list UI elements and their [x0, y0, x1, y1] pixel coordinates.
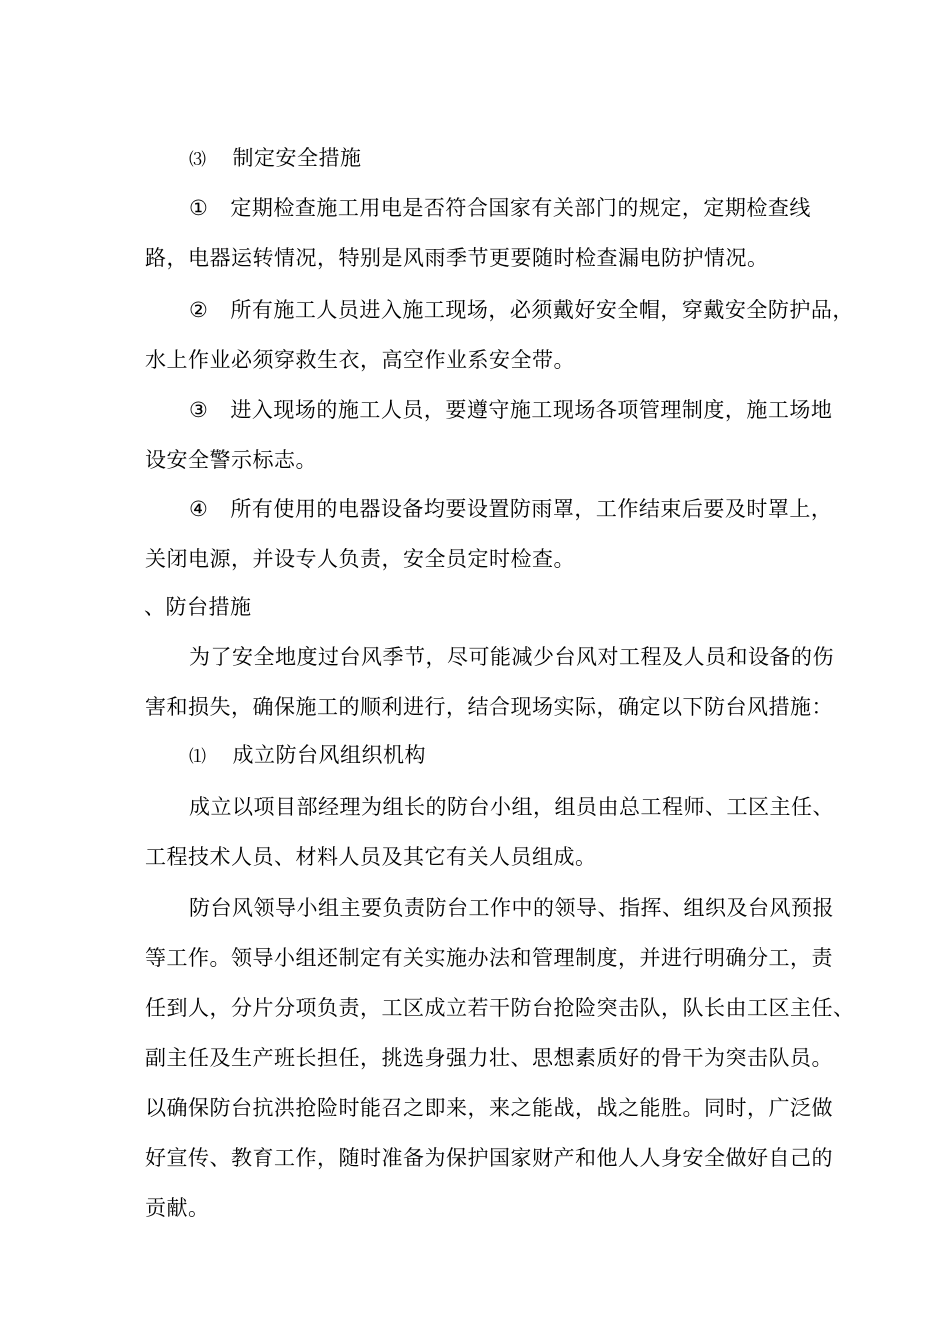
paragraph-line: [145, 1093, 833, 1123]
paragraph-line: [145, 842, 597, 872]
heading-typhoon-organization: [189, 740, 426, 772]
paragraph-line: [189, 193, 811, 223]
item-number: ①: [189, 196, 209, 220]
line-text: 进入现场的施工人员，要遵守施工现场各项管理制度，施工场地: [230, 398, 833, 422]
heading-text: 制定安全措施: [232, 146, 362, 170]
line-text: 关闭电源，并设专人负责，安全员定时检查。: [145, 547, 575, 571]
paragraph-line: [145, 345, 575, 375]
item-number: ⑶: [189, 150, 207, 170]
line-text: 所有施工人员进入施工现场，必须戴好安全帽，穿戴安全防护品，: [230, 298, 854, 322]
paragraph-line: [145, 1043, 833, 1073]
line-text: 以确保防台抗洪抢险时能召之即来，来之能战，战之能胜。同时，广泛做: [145, 1096, 833, 1120]
item-number: ②: [189, 298, 209, 322]
paragraph-line: [145, 943, 833, 973]
item-number: ③: [189, 398, 209, 422]
line-text: 任到人，分片分项负责，工区成立若干防台抢险突击队，队长由工区主任、: [145, 996, 855, 1020]
item-number: ④: [189, 497, 209, 521]
paragraph-line: [145, 243, 769, 273]
line-text: 所有使用的电器设备均要设置防雨罩，工作结束后要及时罩上，: [230, 497, 833, 521]
paragraph-line: [189, 792, 834, 822]
paragraph-line: [145, 1143, 833, 1173]
item-number: ⑴: [189, 747, 207, 767]
line-text: 等工作。领导小组还制定有关实施办法和管理制度，并进行明确分工，责: [145, 946, 833, 970]
paragraph-line: [145, 993, 855, 1023]
line-text: 为了安全地度过台风季节，尽可能减少台风对工程及人员和设备的伤: [189, 645, 834, 669]
line-text: 防台风领导小组主要负责防台工作中的领导、指挥、组织及台风预报: [189, 896, 834, 920]
line-text: 副主任及生产班长担任，挑选身强力壮、思想素质好的骨干为突击队员。: [145, 1046, 833, 1070]
paragraph-line: [189, 893, 834, 923]
paragraph-line: [189, 395, 832, 425]
heading-safety-measures: [189, 143, 362, 175]
line-text: 定期检查施工用电是否符合国家有关部门的规定，定期检查线: [230, 196, 811, 220]
line-text: 害和损失，确保施工的顺利进行，结合现场实际，确定以下防台风措施：: [145, 695, 833, 719]
line-text: 好宣传、教育工作，随时准备为保护国家财产和他人人身安全做好自己的: [145, 1146, 833, 1170]
line-text: 成立以项目部经理为组长的防台小组，组员由总工程师、工区主任、: [189, 795, 834, 819]
paragraph-line: [145, 544, 575, 574]
section-heading-text: 、防台措施: [144, 595, 252, 619]
paragraph-line: [189, 494, 832, 524]
paragraph-line: [189, 295, 854, 325]
line-text: 工程技术人员、材料人员及其它有关人员组成。: [145, 845, 597, 869]
line-text: 贡献。: [145, 1196, 210, 1220]
paragraph-line: [189, 642, 834, 672]
line-text: 水上作业必须穿救生衣，高空作业系安全带。: [145, 348, 575, 372]
paragraph-line: [145, 1193, 210, 1223]
paragraph-line: [145, 445, 317, 475]
section-heading: [144, 592, 252, 622]
line-text: 设安全警示标志。: [145, 448, 317, 472]
heading-text: 成立防台风组织机构: [232, 743, 426, 767]
paragraph-line: [145, 692, 833, 722]
line-text: 路，电器运转情况，特别是风雨季节更要随时检查漏电防护情况。: [145, 246, 769, 270]
